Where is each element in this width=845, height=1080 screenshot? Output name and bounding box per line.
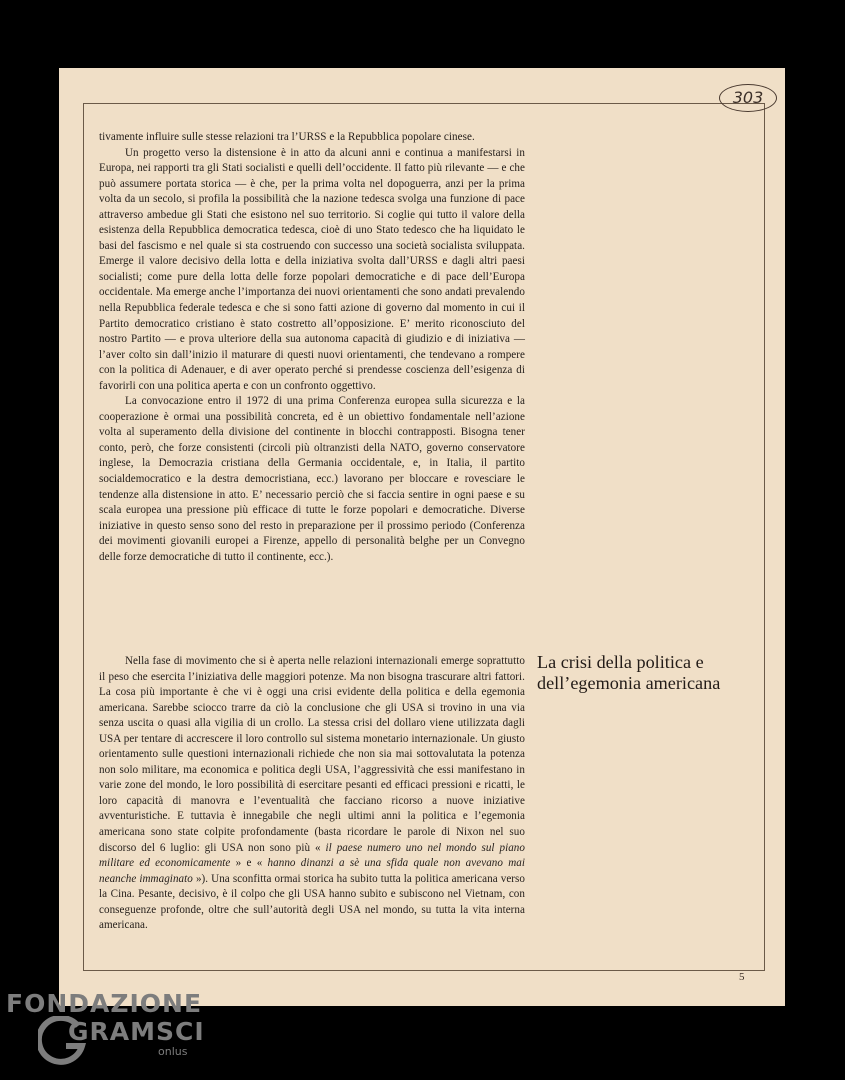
paragraph: tivamente influire sulle stesse relazioni tra l’URSS e la Repubblica popolare cinese. (99, 131, 475, 143)
watermark-line-1: FONDAZIONE (6, 989, 203, 1018)
watermark-line-2: GRAMSCI (68, 1017, 205, 1046)
handwritten-page-number: 303 (719, 84, 777, 112)
text-column-bottom (99, 654, 525, 934)
quote-italic: il paese numero uno nel mondo sul piano militare ed economicamente (99, 841, 525, 870)
text-column-top (99, 130, 525, 565)
paragraph: Un progetto verso la distensione è in atto da alcuni anni e continua a manifestarsi in Europa, nei rapporti tra gli Stati socialisti e quelli dell’occidente. Il fatto più rilevante — e che può assumere portata storica — è che, per la prima volta nel dopoguerra, anzi per la prima volta da un secolo, si profila la possibilità che la nazione tedesca svolga una funzione di pace attraverso ambedue gli Stati che esistono nel suo territorio. Si coglie qui tutto il valore della esistenza della Repubblica democratica tedesca, cioè di uno Stato tedesco che ha liquidato le basi del fascismo e nel quale si sta costruendo con successo una società socialista sviluppata. Emerge il valore decisivo della lotta e della iniziativa svolta dall’URSS e dagli altri paesi socialisti; come pure della lotta delle forze popolari democratiche e di pace dell’Europa occidentale. Ma emerge anche l’importanza dei nuovi orientamenti che sono andati prevalendo nella Repubblica federale tedesca e che si sono fatti azione di governo dal momento in cui il Partito democratico cristiano è stato costretto all’opposizione. E’ merito riconosciuto del nostro Partito — e prova ulteriore della sua autonoma capacità di giudizio e di iniziativa — l’aver colto sin dall’inizio il maturare di questi nuovi orientamenti, che tendevano a rompere con la politica di Adenauer, e di aver operato perché si prendesse coscienza dell’esigenza di favorirli con una politica aperta e con un confronto oggettivo. (99, 146, 525, 392)
paragraph: La convocazione entro il 1972 di una prima Conferenza europea sulla sicurezza e la cooperazione è ormai una possibilità concreta, ed è un obiettivo fondamentale nell’azione volta al superamento della divisione del continente in blocchi contrapposti. Bisogna tener conto, però, che forze consistenti (circoli più oltranzisti della NATO, governo conservatore inglese, la Democrazia cristiana della Germania occidentale, e, in Italia, il partito socialdemocratico e la destra democristiana, ecc.) lavorano per bloccare e rovesciare le tendenze alla distensione in atto. E’ necessario perciò che si faccia sentire in ogni paese e su scala europea una pressione più efficace di tutte le forze popolari e democratiche. Diverse iniziative in questo senso sono del resto in preparazione per il prossimo periodo (Conferenza dei movimenti giovanili europei a Firenze, appello di personalità belghe per un Convegno delle forze democratiche di tutto il continente, ecc.). (99, 395, 525, 563)
document-page (59, 68, 785, 1006)
page-folio: 5 (739, 971, 745, 983)
text-run: » e « (235, 857, 263, 870)
paragraph (99, 654, 525, 934)
text-run: Nella fase di movimento che si è aperta nelle relazioni internazionali emerge soprattutto il peso che esercita l’iniziativa delle maggiori potenze. Ma non bisogna trascurare altri fattori. La cosa più importante è che vi è oggi una crisi evidente della politica e della egemonia americana. Sarebbe sciocco trarre da ciò la conclusione che gli USA si trovino in una via senza uscita o quasi alla vigilia di un crollo. La stessa crisi del dollaro viene utilizzata dagli USA per tentare di accrescere il loro controllo sul sistema monetario internazionale. Un giusto orientamento sulle questioni internazionali richiede che non sia mai sottovalutata la potenza non solo militare, ma economica e politica degli USA, l’aggressività che essi manifestano in varie zone del mondo, le loro possibilità di esercitare pesanti ed efficaci pressioni e ricatti, le loro capacità di manovra e l’eventualità che facciano ricorso a nuove iniziative avventuristiche. E tuttavia è innegabile che negli ultimi anni la politica e l’egemonia americana sono state colpite profondamente (basta ricordare le parole di Nixon nel suo discorso del 6 luglio: gli USA non sono più « (99, 655, 525, 854)
section-heading: La crisi della politica e dell’egemonia americana (537, 652, 721, 693)
watermark-line-3: onlus (158, 1045, 188, 1058)
text-run: »). Una sconfitta ormai storica ha subito tutta la politica americana verso la Cina. Pesante, decisivo, è il colpo che gli USA hanno subito e subiscono nel Vietnam, con conseguenze profonde, oltre che sull’autorità degli USA nel mondo, su tutta la vita interna americana. (99, 872, 526, 932)
quote-italic: hanno dinanzi a sè una sfida quale non avevano mai neanche immaginato (99, 857, 526, 885)
fondazione-watermark (6, 990, 205, 1058)
